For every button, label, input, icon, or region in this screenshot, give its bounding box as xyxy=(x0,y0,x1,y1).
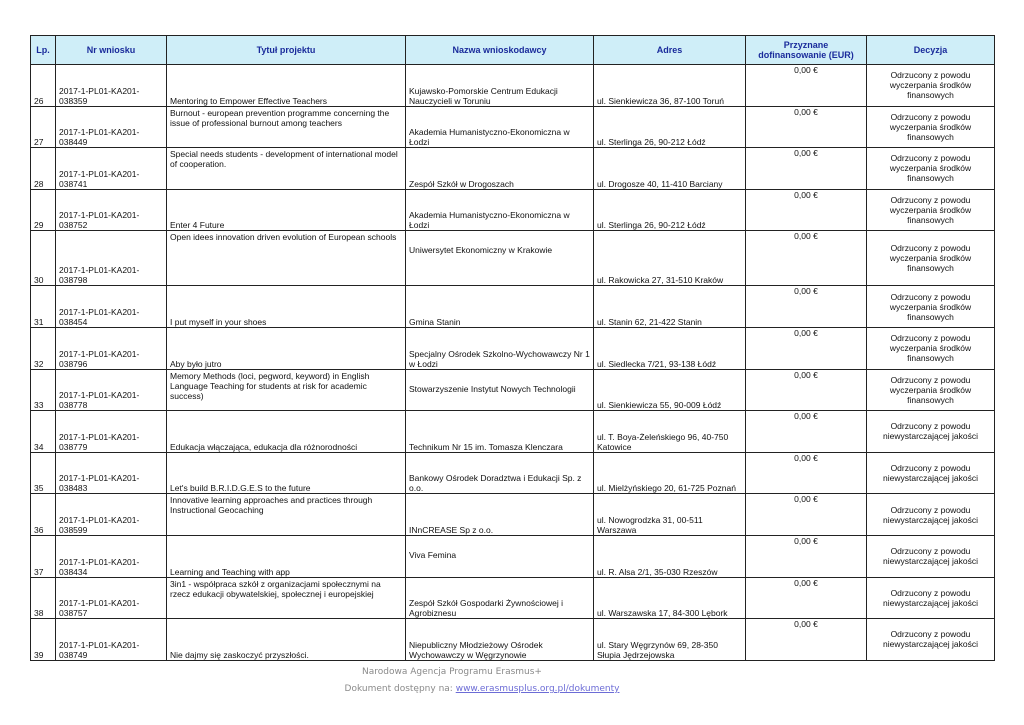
lp-cell: 29 xyxy=(31,189,56,231)
address-cell: ul. Mielżyńskiego 20, 61-725 Poznań xyxy=(594,452,746,494)
decision-cell: Odrzucony z powodu wyczerpania środków finansowych xyxy=(867,327,995,369)
application-number-cell: 2017-1-PL01-KA201-038449 xyxy=(56,106,167,148)
table-row xyxy=(31,411,995,453)
footer-document xyxy=(0,684,994,694)
application-number-cell: 2017-1-PL01-KA201-038749 xyxy=(56,619,167,661)
decision-cell: Odrzucony z powodu niewystarczającej jakości xyxy=(867,411,995,453)
decision-cell: Odrzucony z powodu wyczerpania środków finansowych xyxy=(867,106,995,148)
lp-cell: 34 xyxy=(31,411,56,453)
table-row xyxy=(31,189,995,231)
lp-cell: 32 xyxy=(31,327,56,369)
applicant-name-cell: Uniwersytet Ekonomiczny w Krakowie xyxy=(406,231,594,286)
application-number-cell: 2017-1-PL01-KA201-038779 xyxy=(56,411,167,453)
address-cell: ul. T. Boya-Żeleńskiego 96, 40-750 Katowice xyxy=(594,411,746,453)
header-decision: Decyzja xyxy=(867,36,995,65)
project-title-cell: Enter 4 Future xyxy=(167,189,406,231)
address-cell: ul. Sterlinga 26, 90-212 Łódź xyxy=(594,189,746,231)
lp-cell: 37 xyxy=(31,535,56,577)
decision-cell: Odrzucony z powodu niewystarczającej jakości xyxy=(867,619,995,661)
amount-cell: 0,00 € xyxy=(746,452,867,494)
project-title-cell: Mentoring to Empower Effective Teachers xyxy=(167,65,406,107)
table-row xyxy=(31,231,995,286)
application-number-cell: 2017-1-PL01-KA201-038752 xyxy=(56,189,167,231)
header-amount: Przyznane dofinansowanie (EUR) xyxy=(746,36,867,65)
address-cell: ul. Sterlinga 26, 90-212 Łódź xyxy=(594,106,746,148)
project-title-cell: Memory Methods (loci, pegword, keyword) in English Language Teaching for students at risk for academic success) xyxy=(167,369,406,411)
applicant-name-cell: Technikum Nr 15 im. Tomasza Klenczara xyxy=(406,411,594,453)
applicant-name-cell: Gmina Stanin xyxy=(406,286,594,328)
project-title-cell: Nie dajmy się zaskoczyć przyszłości. xyxy=(167,619,406,661)
address-cell: ul. Drogosze 40, 11-410 Barciany xyxy=(594,148,746,190)
footer-doc-prefix: Dokument dostępny na: xyxy=(344,684,453,694)
table-row xyxy=(31,619,995,661)
table-row xyxy=(31,452,995,494)
amount-cell: 0,00 € xyxy=(746,65,867,107)
decision-cell: Odrzucony z powodu wyczerpania środków finansowych xyxy=(867,65,995,107)
table-row xyxy=(31,369,995,411)
address-cell: ul. Warszawska 17, 84-300 Lębork xyxy=(594,577,746,619)
amount-cell: 0,00 € xyxy=(746,577,867,619)
table-row xyxy=(31,535,995,577)
project-title-cell: Aby było jutro xyxy=(167,327,406,369)
amount-cell: 0,00 € xyxy=(746,411,867,453)
project-title-cell: 3in1 - współpraca szkół z organizacjami społecznymi na rzecz edukacji obywatelskiej, społecznej i europejskiej xyxy=(167,577,406,619)
application-number-cell: 2017-1-PL01-KA201-038796 xyxy=(56,327,167,369)
application-number-cell: 2017-1-PL01-KA201-038434 xyxy=(56,535,167,577)
lp-cell: 39 xyxy=(31,619,56,661)
amount-cell: 0,00 € xyxy=(746,286,867,328)
grants-table xyxy=(30,35,995,661)
header-title: Tytuł projektu xyxy=(167,36,406,65)
table-row xyxy=(31,494,995,536)
header-addr: Adres xyxy=(594,36,746,65)
application-number-cell: 2017-1-PL01-KA201-038454 xyxy=(56,286,167,328)
table-row xyxy=(31,106,995,148)
address-cell: ul. Nowogrodzka 31, 00-511 Warszawa xyxy=(594,494,746,536)
applicant-name-cell: Viva Femina xyxy=(406,535,594,577)
lp-cell: 27 xyxy=(31,106,56,148)
project-title-cell: Edukacja włączająca, edukacja dla różnorodności xyxy=(167,411,406,453)
applicant-name-cell: Akademia Humanistyczno-Ekonomiczna w Łodzi xyxy=(406,189,594,231)
amount-cell: 0,00 € xyxy=(746,369,867,411)
amount-cell: 0,00 € xyxy=(746,189,867,231)
applicant-name-cell: Zespół Szkół w Drogoszach xyxy=(406,148,594,190)
applicant-name-cell: INnCREASE Sp z o.o. xyxy=(406,494,594,536)
application-number-cell: 2017-1-PL01-KA201-038778 xyxy=(56,369,167,411)
address-cell: ul. Stary Węgrzynów 69, 28-350 Słupia Jędrzejowska xyxy=(594,619,746,661)
lp-cell: 31 xyxy=(31,286,56,328)
applicant-name-cell: Niepubliczny Młodzieżowy Ośrodek Wychowawczy w Węgrzynowie xyxy=(406,619,594,661)
project-title-cell: Burnout - european prevention programme concerning the issue of professional burnout among teachers xyxy=(167,106,406,148)
header-lp: Lp. xyxy=(31,36,56,65)
address-cell: ul. Stanin 62, 21-422 Stanin xyxy=(594,286,746,328)
lp-cell: 35 xyxy=(31,452,56,494)
decision-cell: Odrzucony z powodu wyczerpania środków finansowych xyxy=(867,189,995,231)
address-cell: ul. Sienkiewicza 55, 90-009 Łódź xyxy=(594,369,746,411)
table-body xyxy=(31,65,995,661)
decision-cell: Odrzucony z powodu wyczerpania środków finansowych xyxy=(867,231,995,286)
amount-cell: 0,00 € xyxy=(746,494,867,536)
decision-cell: Odrzucony z powodu wyczerpania środków finansowych xyxy=(867,369,995,411)
project-title-cell: Learning and Teaching with app xyxy=(167,535,406,577)
address-cell: ul. Rakowicka 27, 31-510 Kraków xyxy=(594,231,746,286)
decision-cell: Odrzucony z powodu niewystarczającej jakości xyxy=(867,577,995,619)
lp-cell: 26 xyxy=(31,65,56,107)
amount-cell: 0,00 € xyxy=(746,148,867,190)
applicant-name-cell: Akademia Humanistyczno-Ekonomiczna w Łodzi xyxy=(406,106,594,148)
address-cell: ul. R. Alsa 2/1, 35-030 Rzeszów xyxy=(594,535,746,577)
application-number-cell: 2017-1-PL01-KA201-038599 xyxy=(56,494,167,536)
address-cell: ul. Sienkiewicza 36, 87-100 Toruń xyxy=(594,65,746,107)
amount-cell: 0,00 € xyxy=(746,327,867,369)
decision-cell: Odrzucony z powodu niewystarczającej jakości xyxy=(867,494,995,536)
amount-cell: 0,00 € xyxy=(746,619,867,661)
application-number-cell: 2017-1-PL01-KA201-038483 xyxy=(56,452,167,494)
project-title-cell: I put myself in your shoes xyxy=(167,286,406,328)
table-row xyxy=(31,327,995,369)
header-nr: Nr wniosku xyxy=(56,36,167,65)
decision-cell: Odrzucony z powodu niewystarczającej jakości xyxy=(867,452,995,494)
lp-cell: 30 xyxy=(31,231,56,286)
application-number-cell: 2017-1-PL01-KA201-038741 xyxy=(56,148,167,190)
applicant-name-cell: Bankowy Ośrodek Doradztwa i Edukacji Sp. z o.o. xyxy=(406,452,594,494)
table-row xyxy=(31,286,995,328)
footer-agency: Narodowa Agencja Programu Erasmus+ xyxy=(362,667,542,677)
header-org: Nazwa wnioskodawcy xyxy=(406,36,594,65)
applicant-name-cell: Specjalny Ośrodek Szkolno-Wychowawczy Nr 1 w Łodzi xyxy=(406,327,594,369)
amount-cell: 0,00 € xyxy=(746,106,867,148)
decision-cell: Odrzucony z powodu niewystarczającej jakości xyxy=(867,535,995,577)
project-title-cell: Open idees innovation driven evolution of European schools xyxy=(167,231,406,286)
applicant-name-cell: Zespół Szkół Gospodarki Żywnościowej i Agrobiznesu xyxy=(406,577,594,619)
amount-cell: 0,00 € xyxy=(746,535,867,577)
application-number-cell: 2017-1-PL01-KA201-038757 xyxy=(56,577,167,619)
table-header-row xyxy=(31,36,995,65)
decision-cell: Odrzucony z powodu wyczerpania środków finansowych xyxy=(867,286,995,328)
lp-cell: 38 xyxy=(31,577,56,619)
table-row xyxy=(31,65,995,107)
address-cell: ul. Siedlecka 7/21, 93-138 Łódź xyxy=(594,327,746,369)
applicant-name-cell: Kujawsko-Pomorskie Centrum Edukacji Nauczycieli w Toruniu xyxy=(406,65,594,107)
lp-cell: 36 xyxy=(31,494,56,536)
applicant-name-cell: Stowarzyszenie Instytut Nowych Technologii xyxy=(406,369,594,411)
amount-cell: 0,00 € xyxy=(746,231,867,286)
decision-cell: Odrzucony z powodu wyczerpania środków finansowych xyxy=(867,148,995,190)
application-number-cell: 2017-1-PL01-KA201-038359 xyxy=(56,65,167,107)
table-row xyxy=(31,577,995,619)
lp-cell: 33 xyxy=(31,369,56,411)
footer-doc-link[interactable]: www.erasmusplus.org.pl/dokumenty xyxy=(455,684,620,694)
application-number-cell: 2017-1-PL01-KA201-038798 xyxy=(56,231,167,286)
project-title-cell: Let's build B.R.I.D.G.E.S to the future xyxy=(167,452,406,494)
lp-cell: 28 xyxy=(31,148,56,190)
project-title-cell: Special needs students - development of international model of cooperation. xyxy=(167,148,406,190)
table-row xyxy=(31,148,995,190)
project-title-cell: Innovative learning approaches and practices through Instructional Geocaching xyxy=(167,494,406,536)
